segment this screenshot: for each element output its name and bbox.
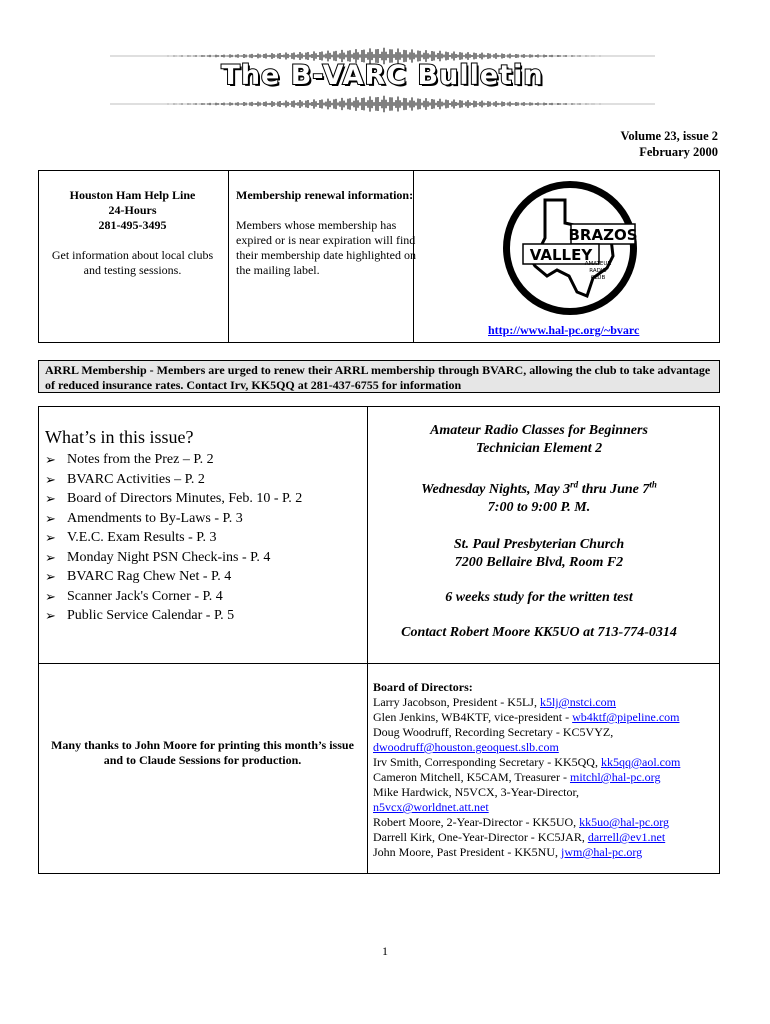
list-item: ➢ Board of Directors Minutes, Feb. 10 - P. 2 [45,489,302,509]
logo-line1: BRAZOS [568,226,638,244]
board-of-directors [373,680,718,860]
email-link[interactable]: darrell@ev1.net [587,830,666,844]
club-logo [495,178,645,318]
arrow-bullet-icon: ➢ [45,491,56,506]
page-number: 1 [382,944,388,958]
email-link[interactable]: mitchl@hal-pc.org [569,770,661,784]
email-link[interactable]: kk5uo@hal-pc.org [579,815,669,829]
help-line-phone: 281-495-3495 [98,218,167,232]
board-member-line: Mike Hardwick, N5VCX, 3-Year-Director, [373,785,580,799]
list-item: ➢ Notes from the Prez – P. 2 [45,450,302,470]
board-member-line: John Moore, Past President - KK5NU, jwm@hal-pc.org [373,845,643,859]
email-link[interactable]: dwoodruff@houston.geoquest.slb.com [373,740,559,754]
logo-sub2: RADIO [589,268,607,274]
classes-announcement [370,422,708,659]
arrow-bullet-icon: ➢ [45,608,56,623]
arrow-bullet-icon: ➢ [45,549,56,565]
classes-subtitle: Technician Element 2 [475,441,603,456]
arrow-bullet-icon: ➢ [45,569,56,584]
arrow-bullet-icon: ➢ [45,588,56,604]
arrow-bullet-icon: ➢ [45,452,56,467]
classes-time: 7:00 to 9:00 P. M. [487,499,591,515]
classes-venue: St. Paul Presbyterian Church [453,536,625,552]
list-item: ➢ Scanner Jack's Corner - P. 4 [45,587,302,607]
board-member-line: Robert Moore, 2-Year-Director - KK5UO, kk5uo@hal-pc.org [373,815,669,829]
list-item: ➢ V.E.C. Exam Results - P. 3 [45,528,302,548]
classes-study: 6 weeks study for the written test [445,589,633,605]
email-link[interactable]: jwm@hal-pc.org [561,845,643,859]
list-item: ➢ Monday Night PSN Check-ins - P. 4 [45,548,302,568]
table-divider [367,407,368,873]
help-line-hours: 24-Hours [108,203,157,217]
board-member-line: Glen Jenkins, WB4KTF, vice-president - wb4ktf@pipeline.com [373,710,680,724]
board-member-line: Cameron Mitchell, K5CAM, Treasurer - mitchl@hal-pc.org [373,770,661,784]
classes-title: Amateur Radio Classes for Beginners [430,423,648,438]
board-member-line [373,740,718,755]
logo-line2: VALLEY [529,246,593,264]
list-item: ➢ BVARC Rag Chew Net - P. 4 [45,567,302,587]
board-title: Board of Directors: [373,680,473,694]
issue-info [621,128,718,160]
email-link[interactable]: k5lj@nstci.com [539,695,617,709]
board-member-line: Doug Woodruff, Recording Secretary - KC5VYZ, [373,725,614,739]
board-member-line: Darrell Kirk, One-Year-Director - KC5JAR, darrell@ev1.net [373,830,666,844]
arrow-bullet-icon: ➢ [45,471,56,487]
masthead [110,44,655,114]
website-link[interactable]: http://www.hal-pc.org/~bvarc [488,323,640,337]
masthead-title: The B-VARC Bulletin [221,60,544,91]
email-link[interactable]: kk5qq@aol.com [600,755,681,769]
issue-volume: Volume 23, issue 2 [620,129,718,143]
issue-date: February 2000 [639,145,718,159]
classes-dates: Wednesday Nights, May 3rd thru June 7th [421,479,657,497]
thanks-note: Many thanks to John Moore for printing this month’s issue and to Claude Sessions for production. [51,738,354,767]
help-line [45,188,220,278]
logo-sub1: AMATEUR [584,261,612,267]
classes-contact: Contact Robert Moore KK5UO at 713-774-0314 [401,624,677,640]
contents-list [45,450,302,626]
logo-sub3: CLUB [590,275,606,281]
email-link[interactable]: n5vcx@worldnet.att.net [373,800,489,814]
list-item: ➢ BVARC Activities – P. 2 [45,470,302,490]
arrow-bullet-icon: ➢ [45,530,56,545]
list-item: ➢ Amendments to By-Laws - P. 3 [45,509,302,529]
contents-title: What’s in this issue? [45,427,194,447]
email-link[interactable]: wb4ktf@pipeline.com [572,710,680,724]
help-line-description: Get information about local clubs and testing sessions. [51,248,214,277]
membership-renewal [236,188,421,278]
arrow-bullet-icon: ➢ [45,510,56,526]
board-member-line: Irv Smith, Corresponding Secretary - KK5QQ, kk5qq@aol.com [373,755,681,769]
classes-address: 7200 Bellaire Blvd, Room F2 [454,554,624,570]
arrl-banner: ARRL Membership - Members are urged to renew their ARRL membership through BVARC, allowing the club to take advantage of reduced insurance rates. Contact Irv, KK5QQ at 281-437-6755 for information [38,360,720,393]
table-divider [228,171,229,342]
list-item: ➢ Public Service Calendar - P. 5 [45,606,302,626]
membership-text: Members whose membership has expired or is near expiration will find their membership date highlighted on the mailing label. [236,218,416,277]
help-line-title: Houston Ham Help Line [69,188,196,202]
membership-title: Membership renewal information: [236,188,414,202]
board-member-line [373,800,718,815]
table-divider [39,663,719,664]
board-member-line: Larry Jacobson, President - K5LJ, k5lj@nstci.com [373,695,617,709]
